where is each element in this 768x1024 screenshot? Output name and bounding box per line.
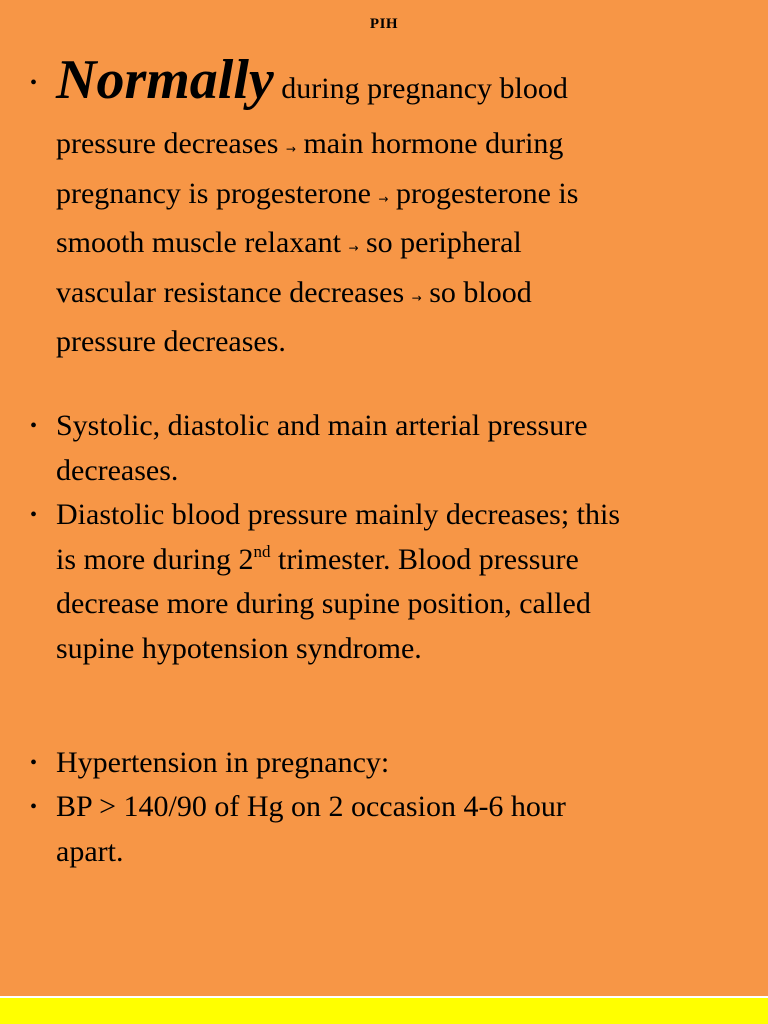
text-segment: vascular resistance decreases [56,275,412,309]
text-line: decrease more during supine position, called [56,587,591,620]
ordinal-suffix: nd [253,541,271,561]
text-line: BP > 140/90 of Hg on 2 occasion 4-6 hour [56,790,566,823]
text-segment: main hormone during [295,127,564,160]
bullet-marker: • [30,504,38,526]
text-segment: progesterone is [388,176,579,210]
bullet-marker: • [30,796,38,818]
text-segment: is more during 2 [56,542,254,576]
page-title: PIH [369,16,399,32]
paragraph-systolic [56,404,706,493]
text-segment: so blood [421,275,532,309]
text-segment: smooth muscle relaxant [56,226,349,259]
paragraph-normally [56,49,706,365]
text-segment: pressure decreases [56,127,286,160]
text-line: Systolic, diastolic and main arterial pressure [56,409,588,442]
arrow-icon: → [378,191,389,206]
text-segment: pressure decreases. [56,325,286,358]
arrow-icon: → [348,241,359,255]
text-line: Hypertension in pregnancy: [56,746,390,779]
bullet-marker: • [30,72,38,94]
lead-word: Normally [56,49,274,111]
arrow-icon: → [411,290,422,305]
bullet-marker: • [30,415,38,437]
text-line: apart. [56,834,124,868]
bullet-marker: • [30,752,38,774]
paragraph-bp [56,785,706,874]
paragraph-hypertension [56,741,706,786]
text-line: Diastolic blood pressure mainly decreases; this [56,498,621,531]
bottom-highlight-band [0,998,768,1024]
paragraph-diastolic [56,493,706,671]
text-segment: so peripheral [358,226,522,259]
lead-rest: during pregnancy blood [273,72,568,105]
text-segment: trimester. Blood pressure [270,542,579,576]
text-segment: pregnancy is progesterone [56,176,379,210]
text-line: supine hypotension syndrome. [56,631,422,665]
arrow-icon: → [285,142,296,156]
text-line [56,538,706,583]
text-line: decreases. [56,453,179,487]
